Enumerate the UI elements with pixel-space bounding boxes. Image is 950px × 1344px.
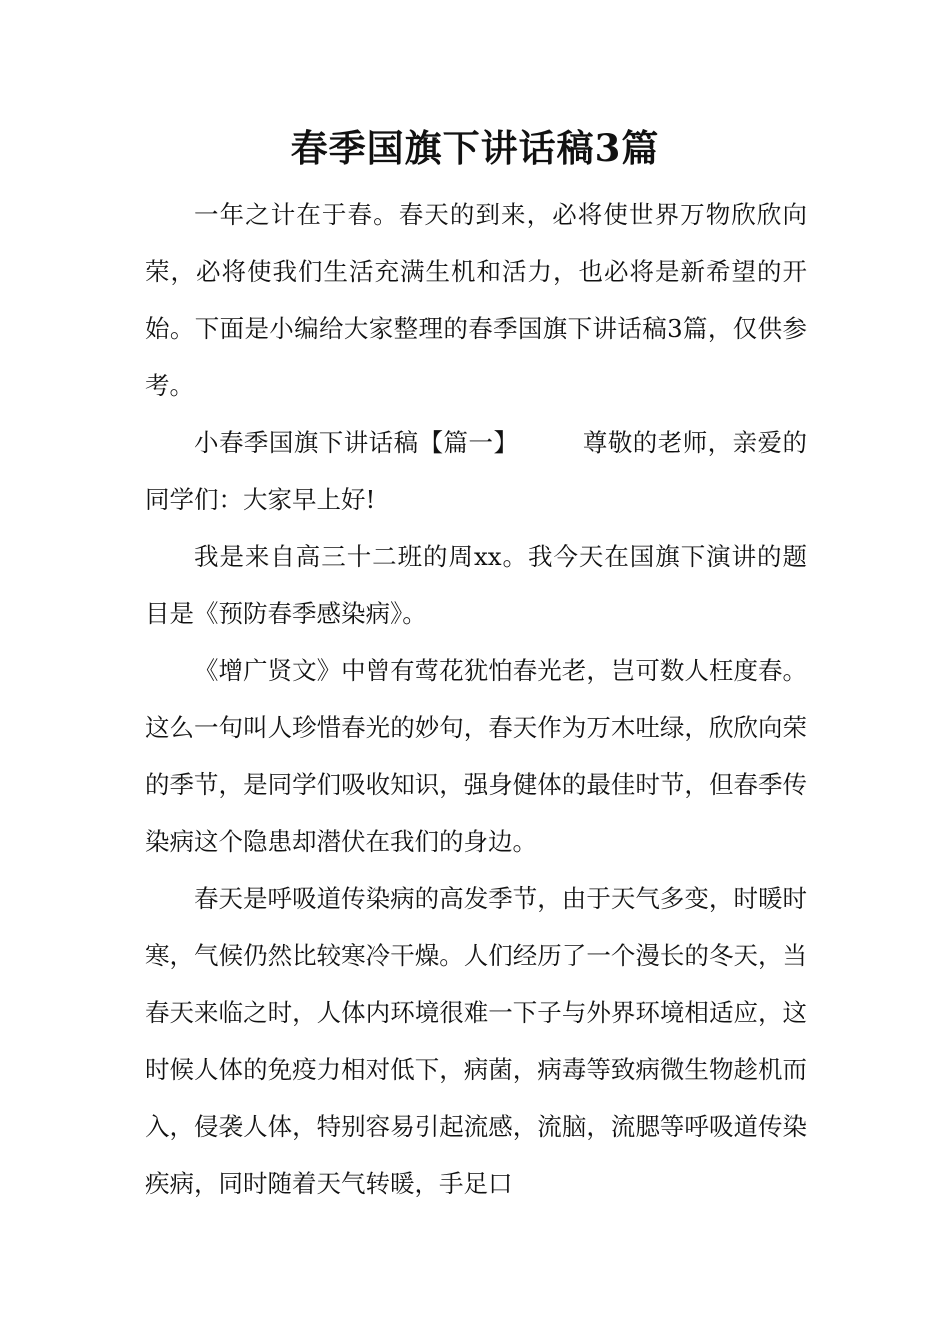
paragraph-quote: 《增广贤文》中曾有莺花犹怕春光老，岂可数人枉度春。这么一句叫人珍惜春光的妙句，春天作为万木吐绿，欣欣向荣的季节，是同学们吸收知识，强身健体的最佳时节，但春季传染病这个隐患却潜伏在我们的身边。 [145, 656, 807, 856]
document-body [145, 186, 807, 1212]
section-heading: 小春季国旗下讲话稿【篇一】 [194, 428, 519, 457]
greeting-text: 尊敬的老师，亲爱的同学们：大家早上好! [145, 428, 808, 514]
paragraph-section-one [145, 414, 807, 528]
document-title: 春季国旗下讲话稿3篇 [290, 126, 660, 170]
paragraph-speaker: 我是来自高三十二班的周xx。我今天在国旗下演讲的题目是《预防春季感染病》。 [145, 542, 807, 628]
paragraph-spring-disease: 春天是呼吸道传染病的高发季节，由于天气多变，时暖时寒，气候仍然比较寒冷干燥。人们经历了一个漫长的冬天，当春天来临之时，人体内环境很难一下子与外界环境相适应，这时候人体的免疫力相对低下，病菌，病毒等致病微生物趁机而入，侵袭人体，特别容易引起流感，流脑，流腮等呼吸道传染疾病，同时随着天气转暖，手足口 [145, 884, 807, 1198]
paragraph-intro: 一年之计在于春。春天的到来，必将使世界万物欣欣向荣，必将使我们生活充满生机和活力，也必将是新希望的开始。下面是小编给大家整理的春季国旗下讲话稿3篇，仅供参考。 [145, 200, 807, 400]
